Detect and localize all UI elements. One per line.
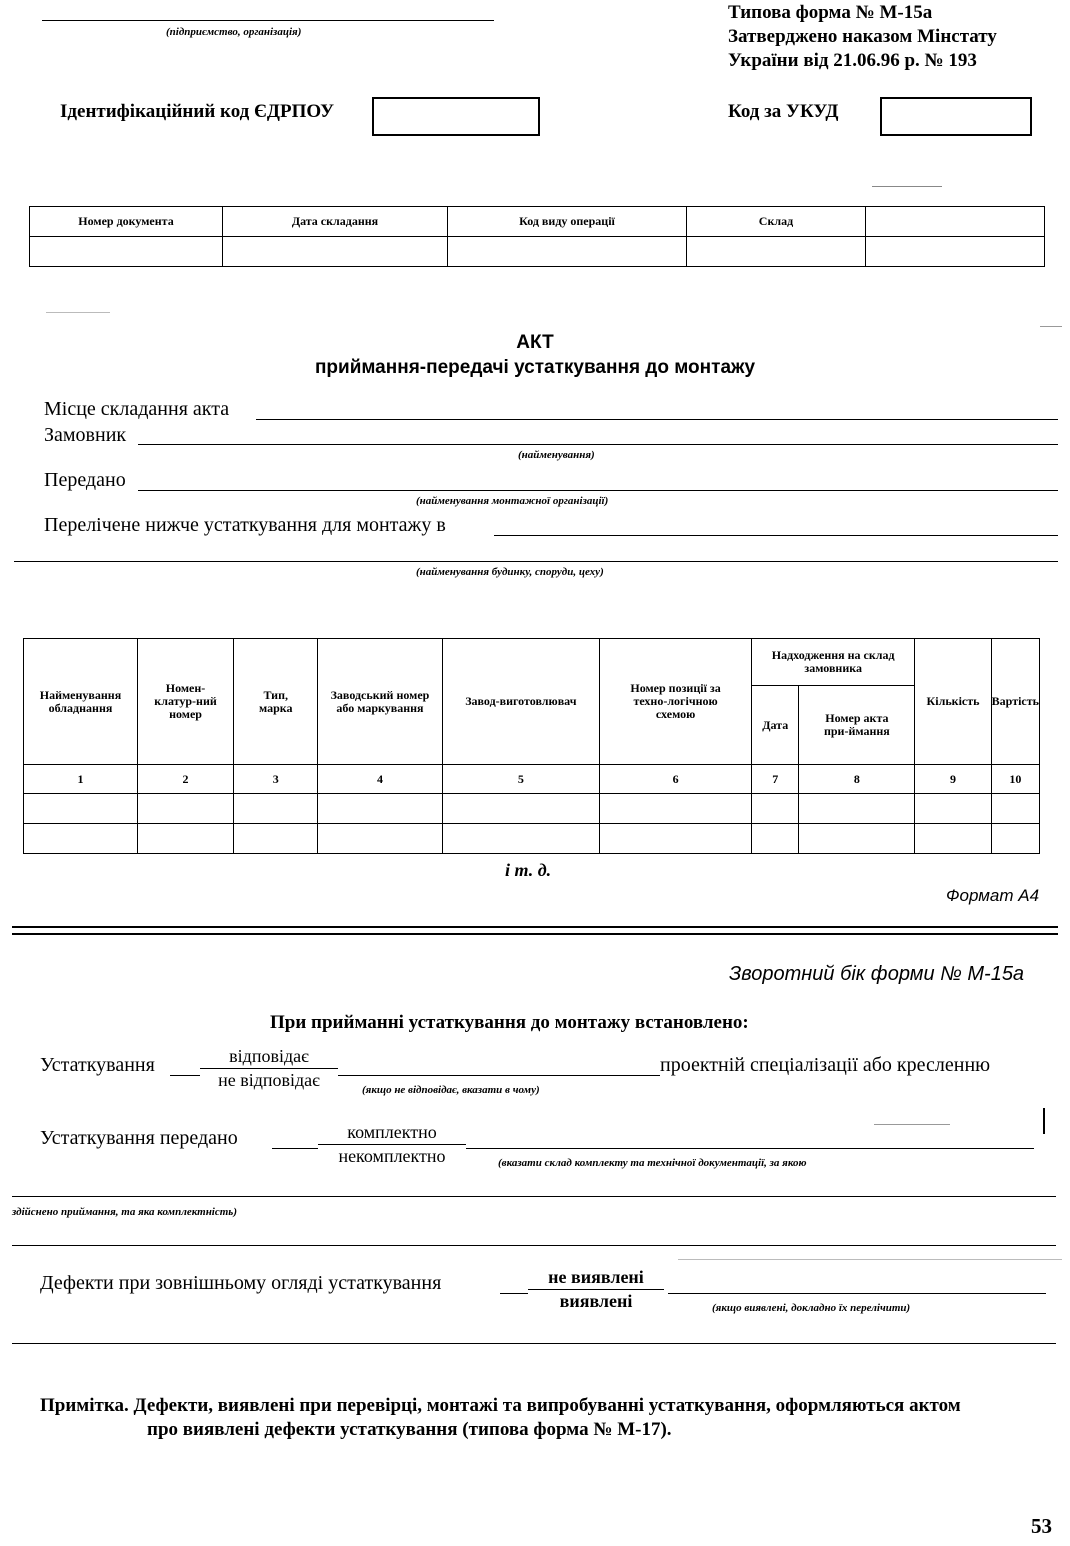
defects-line-2[interactable] xyxy=(12,1343,1056,1344)
warehouse-header: Склад xyxy=(687,207,866,237)
act-title: АКТ xyxy=(516,332,554,353)
form-approval-date: України від 21.06.96 р. № 193 xyxy=(728,50,977,71)
enterprise-line[interactable] xyxy=(42,20,494,21)
place-label: Місце складання акта xyxy=(44,398,230,420)
doc-date-cell[interactable] xyxy=(223,237,448,267)
header-type: Тип, марка xyxy=(234,639,318,765)
header-arrival: Надходження на склад замовника xyxy=(752,639,915,686)
completeness-caption-2: здійснено приймання, та яка комплектність) xyxy=(12,1206,237,1218)
header-act-number: Номер акта при-ймання xyxy=(799,686,915,765)
form-number: Типова форма № М-15а xyxy=(728,2,933,23)
not-corresponds-caption: (якщо не відповідає, вказати в чому) xyxy=(362,1084,540,1096)
ukud-code-box[interactable] xyxy=(880,97,1032,136)
complete-option[interactable]: комплектно xyxy=(318,1122,466,1145)
col-number-2: 2 xyxy=(137,765,233,794)
completeness-caption: (вказати склад комплекту та технічної документації, за якою xyxy=(498,1157,807,1169)
note-text-2: про виявлені дефекти устаткування (типова форма № М-17). xyxy=(147,1419,672,1440)
col-number-7: 7 xyxy=(752,765,799,794)
format-text: Формат А4 xyxy=(946,886,1040,905)
correspondence-choice[interactable] xyxy=(200,1046,338,1091)
transferred-label: Передано xyxy=(44,469,126,491)
defects-line[interactable] xyxy=(668,1293,1046,1294)
table-row xyxy=(24,794,1040,824)
col-number-3: 3 xyxy=(234,765,318,794)
header-date: Дата xyxy=(752,686,799,765)
edrpou-code-box[interactable] xyxy=(372,97,540,136)
act-subtitle: приймання-передачі устаткування до монтажу xyxy=(314,357,756,378)
scan-speck xyxy=(1040,326,1062,327)
equipment-table xyxy=(23,638,1040,854)
header-manufacturer: Завод-виготовлювач xyxy=(442,639,600,765)
scan-speck xyxy=(46,312,110,313)
incomplete-option[interactable]: некомплектно xyxy=(338,1146,446,1166)
completeness-choice[interactable] xyxy=(318,1122,466,1167)
warehouse-cell[interactable] xyxy=(687,237,866,267)
col-number-9: 9 xyxy=(915,765,991,794)
customer-label: Замовник xyxy=(44,424,127,446)
header-factory-number: Заводський номер або маркування xyxy=(318,639,442,765)
edrpou-label: Ідентифікаційний код ЄДРПОУ xyxy=(60,101,335,122)
customer-line[interactable] xyxy=(138,444,1058,445)
listed-line[interactable] xyxy=(494,535,1058,536)
col-number-6: 6 xyxy=(600,765,752,794)
col-number-8: 8 xyxy=(799,765,915,794)
transferred-caption: (найменування монтажної організації) xyxy=(416,495,609,507)
scan-speck xyxy=(678,1259,1062,1260)
table-row xyxy=(24,824,1040,854)
header-cost: Вартість xyxy=(991,639,1039,765)
note-text: Дефекти, виявлені при перевірці, монтажі та випробуванні устаткування, оформляються актом xyxy=(128,1395,961,1416)
etc-text: і т. д. xyxy=(505,860,552,880)
col-number-1: 1 xyxy=(24,765,138,794)
specification-text: проектній спеціалізації або кресленню xyxy=(660,1054,991,1076)
reverse-title: Зворотний бік форми № М-15а xyxy=(729,963,1025,985)
defects-found-option[interactable]: виявлені xyxy=(559,1291,633,1311)
page-number: 53 xyxy=(1031,1514,1052,1538)
defects-caption: (якщо виявлені, докладно їх перелічити) xyxy=(712,1302,911,1314)
correspondence-line[interactable] xyxy=(338,1075,660,1076)
scan-speck xyxy=(874,1124,950,1125)
col-number-5: 5 xyxy=(442,765,600,794)
form-approval: Затверджено наказом Мінстату xyxy=(728,26,997,47)
tick-mark xyxy=(1043,1108,1045,1134)
established-heading: При прийманні устаткування до монтажу встановлено: xyxy=(270,1012,749,1033)
transferred-pre-line xyxy=(272,1148,318,1149)
enterprise-caption: (підприємство, організація) xyxy=(166,26,302,38)
col-number-10: 10 xyxy=(991,765,1039,794)
header-nomenclature: Номен-клатур-ний номер xyxy=(137,639,233,765)
defects-choice[interactable] xyxy=(528,1267,664,1312)
building-caption: (найменування будинку, споруди, цеху) xyxy=(416,566,604,578)
not-corresponds-option[interactable]: не відповідає xyxy=(218,1070,320,1090)
defects-label: Дефекти при зовнішньому огляді устаткування xyxy=(40,1272,442,1294)
corresponds-option[interactable]: відповідає xyxy=(200,1046,338,1069)
completeness-line-2[interactable] xyxy=(12,1196,1056,1197)
customer-caption: (найменування) xyxy=(518,449,595,461)
doc-number-header: Номер документа xyxy=(30,207,223,237)
header-quantity: Кількість xyxy=(915,639,991,765)
equipment-pre-line xyxy=(170,1075,200,1076)
page-divider-top xyxy=(12,926,1058,928)
note xyxy=(40,1395,1064,1417)
completeness-line-3[interactable] xyxy=(12,1245,1056,1246)
doc-date-header: Дата складання xyxy=(223,207,448,237)
extra-cell[interactable] xyxy=(866,237,1045,267)
extra-header xyxy=(866,207,1045,237)
place-line[interactable] xyxy=(256,419,1058,420)
doc-number-cell[interactable] xyxy=(30,237,223,267)
col-number-4: 4 xyxy=(318,765,442,794)
operation-code-header: Код виду операції xyxy=(448,207,687,237)
transferred-equipment-label: Устаткування передано xyxy=(40,1127,238,1149)
note-label: Примітка. xyxy=(40,1395,129,1416)
building-line[interactable] xyxy=(14,561,1058,562)
document-info-table xyxy=(29,206,1045,267)
page-divider-bottom xyxy=(12,933,1058,935)
operation-code-cell[interactable] xyxy=(448,237,687,267)
header-name: Найменування обладнання xyxy=(24,639,138,765)
scan-speck xyxy=(872,186,942,187)
defects-not-found-option[interactable]: не виявлені xyxy=(528,1267,664,1290)
listed-label: Перелічене нижче устаткування для монтажу в xyxy=(44,514,446,536)
completeness-line[interactable] xyxy=(466,1148,1034,1149)
ukud-label: Код за УКУД xyxy=(728,101,839,122)
transferred-line[interactable] xyxy=(138,490,1058,491)
header-position: Номер позиції за техно-логічною схемою xyxy=(600,639,752,765)
equipment-label: Устаткування xyxy=(40,1054,155,1076)
defects-pre-line xyxy=(500,1293,528,1294)
